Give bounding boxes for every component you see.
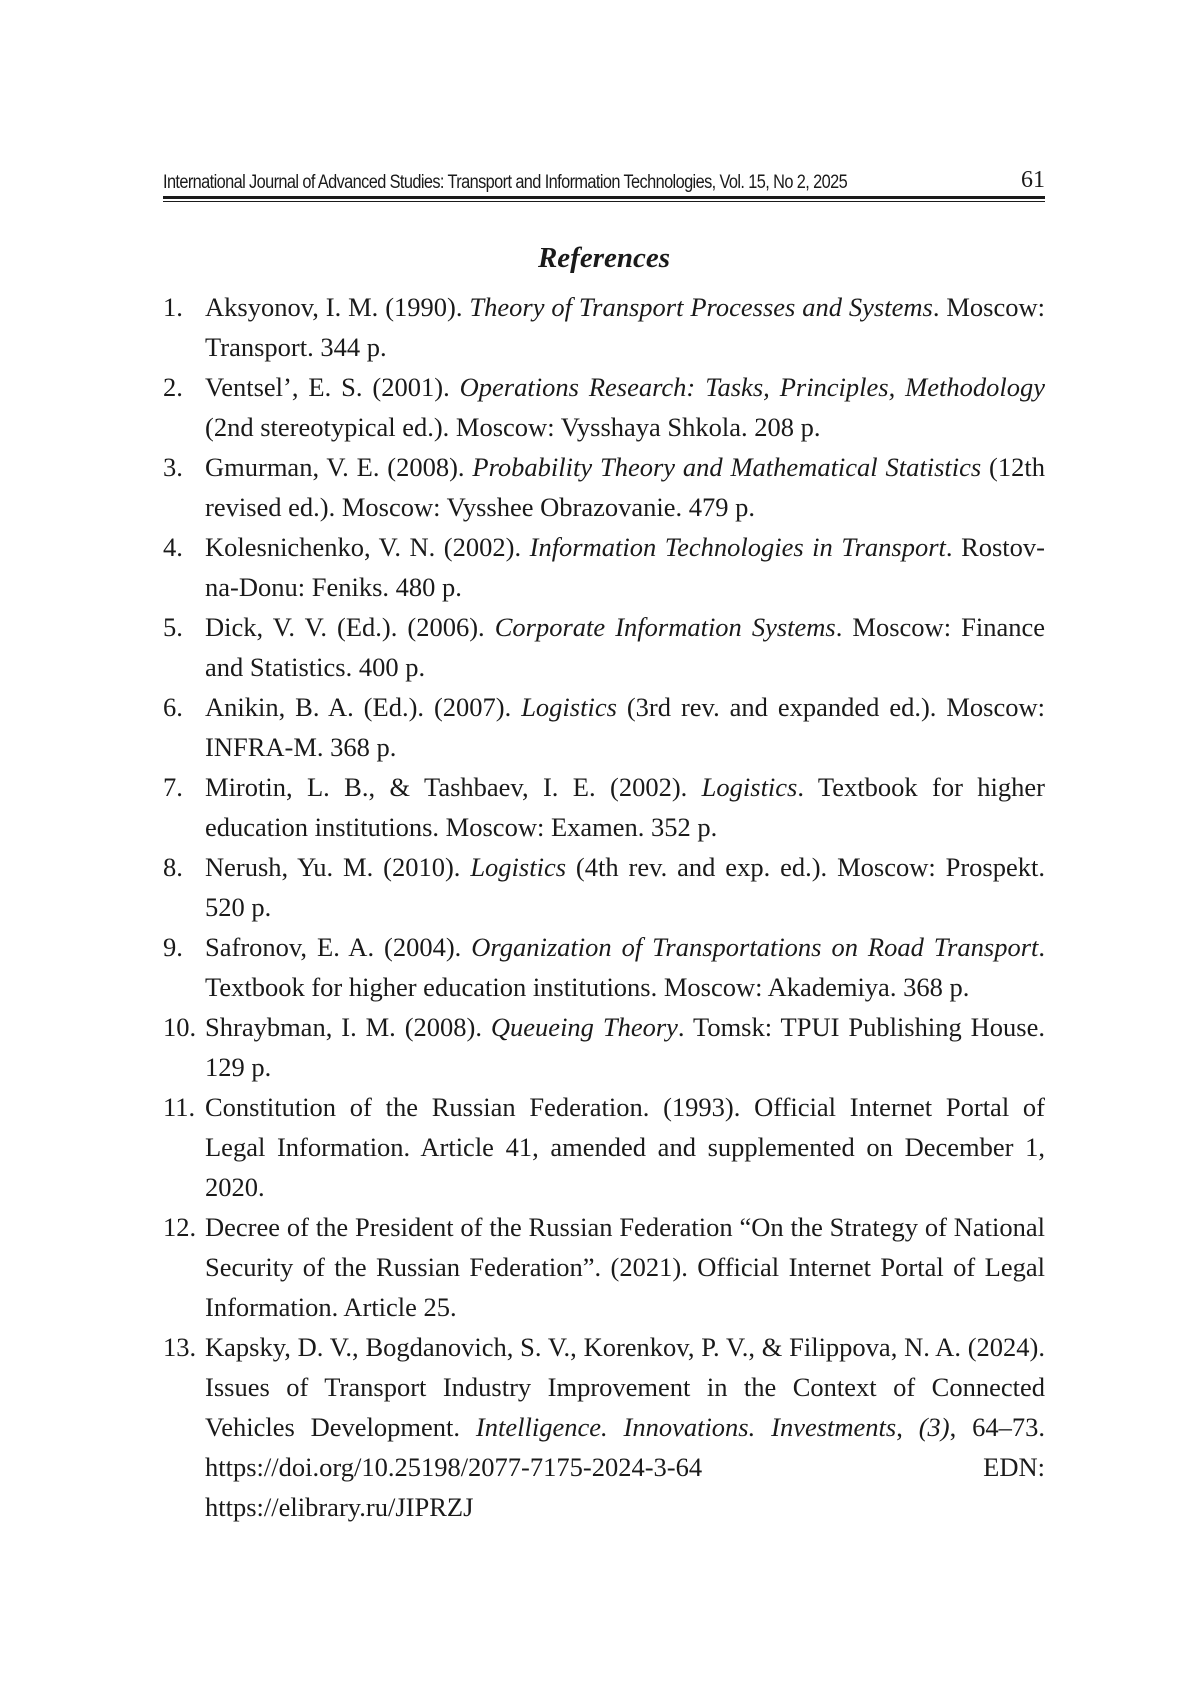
reference-segment: . Textbook for higher education institutions. Moscow: Akademiya. 368 p. xyxy=(205,932,1045,1002)
reference-text xyxy=(205,447,1045,527)
header-rule-thick xyxy=(163,196,1045,199)
reference-segment: Gmurman, V. E. (2008). xyxy=(205,452,473,482)
reference-item xyxy=(163,1087,1045,1207)
reference-item xyxy=(163,927,1045,1007)
reference-segment: Mirotin, L. B., & Tashbaev, I. E. (2002). xyxy=(205,772,702,802)
reference-segment: . Rostov-na-Donu: Feniks. 480 p. xyxy=(205,532,1045,602)
references-heading: References xyxy=(537,242,671,274)
reference-item xyxy=(163,287,1045,367)
reference-title-italic: Logistics xyxy=(701,772,798,802)
reference-text xyxy=(205,927,1045,1007)
reference-segment: Kapsky, D. V., Bogdanovich, S. V., Korenkov, P. V., & Filippova, N. A. (2024). Issues of Transport Industry Improvement in the Context of Connected Vehicles Development. xyxy=(205,1332,1045,1442)
reference-segment: Dick, V. V. (Ed.). (2006). xyxy=(205,612,495,642)
reference-item xyxy=(163,847,1045,927)
reference-segment: Constitution of the Russian Federation. (1993). Official Internet Portal of Legal Information. Article 41, amended and supplemented on December 1, 2020. xyxy=(205,1092,1045,1202)
reference-title-italic: Logistics xyxy=(470,852,567,882)
reference-title-italic: Probability Theory and Mathematical Statistics xyxy=(472,452,982,482)
reference-item xyxy=(163,1207,1045,1327)
reference-title-italic: Queueing Theory xyxy=(490,1012,678,1042)
reference-text xyxy=(205,1007,1045,1087)
reference-title-italic: Theory of Transport Processes and Systems xyxy=(469,292,933,322)
reference-title-italic: Information Technologies in Transport xyxy=(529,532,946,562)
reference-segment: (2nd stereotypical ed.). Moscow: Vysshaya Shkola. 208 p. xyxy=(205,412,821,442)
reference-title-italic: (3) xyxy=(918,1412,950,1442)
reference-segment: (12th revised ed.). Moscow: Vysshee Obrazovanie. 479 p. xyxy=(205,452,1045,522)
reference-segment: Aksyonov, I. M. (1990). xyxy=(205,292,470,322)
reference-segment: . Textbook for higher education institutions. Moscow: Examen. 352 p. xyxy=(205,772,1045,842)
page-number: 61 xyxy=(1021,167,1045,193)
reference-item xyxy=(163,687,1045,767)
reference-text xyxy=(205,767,1045,847)
reference-number: 9. xyxy=(163,932,183,962)
reference-segment: Shraybman, I. M. (2008). xyxy=(205,1012,491,1042)
reference-item xyxy=(163,1327,1045,1527)
reference-segment: Nerush, Yu. M. (2010). xyxy=(205,852,471,882)
reference-number: 2. xyxy=(163,372,183,402)
reference-segment: Anikin, B. A. (Ed.). (2007). xyxy=(205,692,522,722)
reference-number: 11. xyxy=(163,1092,196,1122)
reference-title-italic: Logistics xyxy=(521,692,617,722)
reference-number: 1. xyxy=(163,292,183,322)
reference-number: 13. xyxy=(163,1332,197,1362)
reference-text xyxy=(205,607,1045,687)
reference-segment: , 64–73. https://doi.org/10.25198/2077-7175-2024-3-64 EDN: https://elibrary.ru/JIPRZJ xyxy=(205,1412,1045,1522)
reference-number: 4. xyxy=(163,532,183,562)
reference-number: 10. xyxy=(163,1012,197,1042)
journal-running-title: International Journal of Advanced Studies: Transport and Information Technologies, Vol. 15, No 2, 2025 xyxy=(163,172,848,193)
reference-segment: Safronov, E. A. (2004). xyxy=(205,932,472,962)
reference-text xyxy=(205,367,1045,447)
reference-number: 5. xyxy=(163,612,183,642)
reference-number: 3. xyxy=(163,452,183,482)
reference-segment: Ventsel’, E. S. (2001). xyxy=(205,372,460,402)
reference-text xyxy=(205,287,1045,367)
reference-text xyxy=(205,1207,1045,1327)
reference-segment: . Moscow: Transport. 344 p. xyxy=(205,292,1045,362)
reference-number: 12. xyxy=(163,1212,197,1242)
reference-text xyxy=(205,1327,1045,1527)
reference-text xyxy=(205,847,1045,927)
reference-segment: . Moscow: Finance and Statistics. 400 p. xyxy=(205,612,1045,682)
reference-item xyxy=(163,607,1045,687)
reference-segment: (4th rev. and exp. ed.). Moscow: Prospekt. 520 p. xyxy=(205,852,1045,922)
reference-segment: (3rd rev. and expanded ed.). Moscow: INFRA-M. 368 p. xyxy=(205,692,1045,762)
reference-item xyxy=(163,1007,1045,1087)
reference-text xyxy=(205,1087,1045,1207)
reference-text xyxy=(205,527,1045,607)
reference-title-italic: Operations Research: Tasks, Principles, Methodology xyxy=(459,372,1045,402)
reference-title-italic: Organization of Transportations on Road Transport xyxy=(471,932,1039,962)
running-header xyxy=(163,160,1045,192)
reference-title-italic: Corporate Information Systems xyxy=(494,612,836,642)
reference-segment: , xyxy=(896,1412,919,1442)
header-rule-thin xyxy=(163,201,1045,202)
reference-list xyxy=(163,287,1045,1527)
reference-number: 7. xyxy=(163,772,183,802)
reference-segment: Decree of the President of the Russian Federation “On the Strategy of National Security of the Russian Federation”. (2021). Official Internet Portal of Legal Information. Article 25. xyxy=(205,1212,1045,1322)
reference-item xyxy=(163,767,1045,847)
reference-text xyxy=(205,687,1045,767)
reference-item xyxy=(163,527,1045,607)
reference-number: 8. xyxy=(163,852,183,882)
reference-item xyxy=(163,367,1045,447)
reference-segment: Kolesnichenko, V. N. (2002). xyxy=(205,532,530,562)
reference-item xyxy=(163,447,1045,527)
reference-segment: . Tomsk: TPUI Publishing House. 129 p. xyxy=(205,1012,1045,1082)
reference-title-italic: Intelligence. Innovations. Investments xyxy=(475,1412,897,1442)
reference-number: 6. xyxy=(163,692,183,722)
